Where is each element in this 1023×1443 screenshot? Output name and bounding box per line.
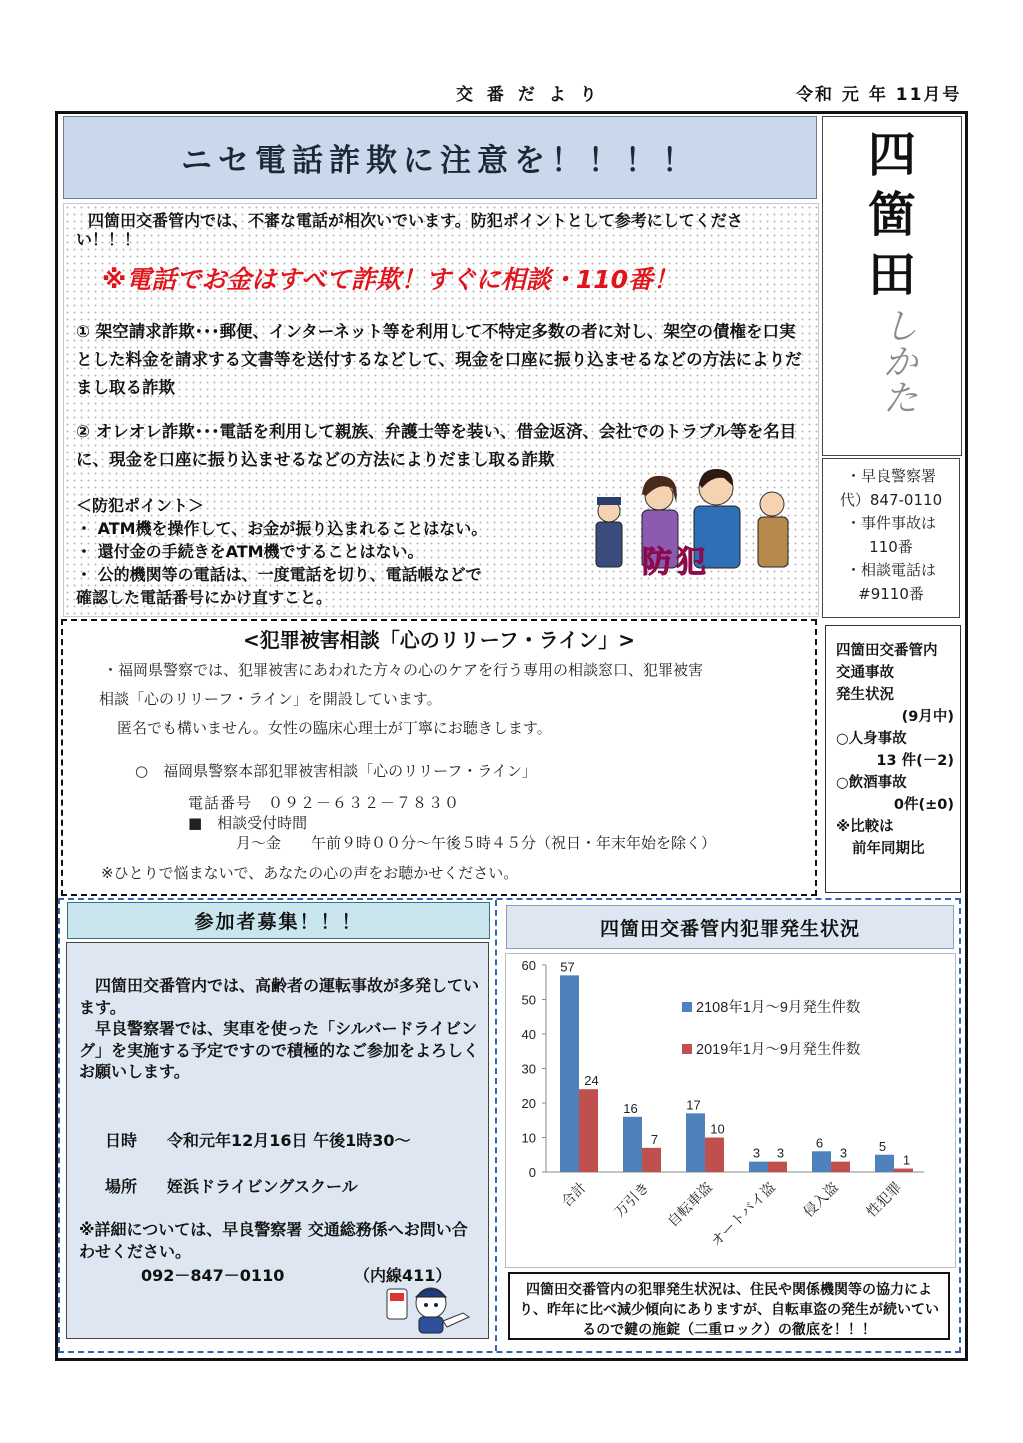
y-tick-label: 20: [521, 1096, 536, 1111]
side-title-reading: しかた: [877, 307, 918, 415]
lower-divider: [495, 900, 497, 1351]
y-tick-label: 10: [521, 1130, 536, 1146]
data-label: 10: [710, 1121, 725, 1137]
y-tick-label: 50: [521, 992, 536, 1008]
recruit-extension: （内線411）: [354, 1266, 452, 1285]
bar-series-2018: [875, 1155, 894, 1172]
y-tick-label: 30: [521, 1061, 536, 1077]
side-title-char: 箇: [867, 187, 916, 243]
counsel-heading: <犯罪被害相談「心のリリーフ・ライン」>: [243, 628, 635, 652]
crime-chart-container: [505, 953, 956, 1268]
side-title-char: 田: [867, 247, 916, 303]
info-line: ・早良警察署: [845, 467, 936, 485]
counsel-hours: 月～金 午前９時００分～午後５時４５分（祝日・年末年始を除く）: [236, 834, 717, 852]
counsel-office: ○ 福岡県警察本部犯罪被害相談「心のリリーフ・ライン」: [135, 762, 537, 780]
x-tick-label: 自転車盗: [664, 1178, 716, 1230]
counsel-line: ・福岡県警察では、犯罪被害にあわれた方々の心のケアを行う専用の相談窓口、犯罪被害: [103, 661, 704, 679]
intro-text: 四箇田交番管内では、不審な電話が相次いでいます。防犯ポイントとして参考にしてください！！！: [76, 211, 743, 249]
data-label: 3: [752, 1145, 761, 1161]
fraud-type-2: ② オレオレ詐欺･･･電話を利用して親族、弁護士等を装い、借金返済、会社でのトラブル等を名目に、現金を口座に振り込ませるなどの方法によりだまし取る詐欺: [76, 422, 797, 469]
recruit-panel: [66, 942, 489, 1339]
x-tick-label: 侵入盗: [800, 1178, 842, 1220]
data-label: 57: [560, 959, 575, 975]
data-label: 6: [815, 1135, 824, 1151]
data-label: 24: [584, 1073, 599, 1089]
info-line: ・事件事故は: [845, 514, 936, 532]
bar-series-2019: [642, 1148, 661, 1172]
recruit-body-2: 早良警察署では、実車を使った「シルバードライビング」を実施する予定ですので積極的なご参加をよろしくお願いします。: [79, 1019, 480, 1081]
event-date-label: 日時: [105, 1131, 138, 1150]
data-label: 16: [623, 1100, 638, 1116]
crime-chart: [506, 954, 955, 1267]
tips-heading: ＜防犯ポイント＞: [76, 496, 205, 515]
event-place-label: 場所: [105, 1177, 138, 1196]
traffic-line: ○飲酒事故: [836, 775, 907, 791]
info-line: ・相談電話は: [845, 561, 936, 579]
traffic-line: (9月中): [901, 709, 954, 725]
x-tick-label: 合計: [558, 1178, 590, 1210]
bar-series-2019: [579, 1089, 598, 1172]
legend-swatch: [682, 1002, 692, 1012]
traffic-line: 発生状況: [836, 687, 894, 703]
bar-series-2019: [705, 1138, 724, 1173]
counsel-line: 匿名でも構いません。女性の臨床心理士が丁寧にお聴きします。: [117, 719, 552, 737]
counsel-closing: ※ひとりで悩まないで、あなたの心の声をお聴かせください。: [101, 864, 519, 882]
bar-series-2018: [623, 1117, 642, 1172]
y-tick-label: 60: [521, 958, 536, 973]
side-title-box: [822, 116, 962, 456]
data-label: 17: [686, 1097, 701, 1113]
counsel-line: 相談「心のリリーフ・ライン」を開設しています。: [99, 690, 442, 708]
traffic-line: 前年同期比: [852, 841, 925, 857]
x-tick-label: 万引き: [611, 1178, 653, 1220]
prevention-tips: [76, 494, 596, 609]
bar-series-2018: [749, 1162, 768, 1172]
data-label: 3: [776, 1145, 785, 1161]
issue-date: 令和 元 年 11月号: [796, 85, 962, 105]
bar-series-2018: [560, 975, 579, 1172]
tip-item: ・ ATM機を操作して、お金が振り込まれることはない。: [76, 519, 488, 538]
traffic-line: ※比較は: [836, 819, 894, 835]
bar-series-2019: [831, 1162, 850, 1172]
tip-item: ・ 公的機関等の電話は、一度電話を切り、電話帳などで: [76, 565, 482, 584]
bar-series-2018: [812, 1151, 831, 1172]
police-mascot-illustration: [385, 1283, 475, 1335]
data-label: 1: [902, 1152, 911, 1168]
legend-label: 2108年1月～9月発生件数: [696, 1000, 861, 1016]
chart-title: 四箇田交番管内犯罪発生状況: [506, 905, 954, 949]
crime-note: 四箇田交番管内の犯罪発生状況は、住民や関係機関等の協力により、昨年に比べ減少傾向にありますが、自転車盗の発生が続いているので鍵の施錠（二重ロック）の徹底を！！！: [508, 1272, 950, 1340]
bar-series-2019: [768, 1162, 787, 1172]
tip-item: ・ 還付金の手続きをATM機ですることはない。: [76, 542, 424, 561]
newsletter-name: 交 番 だ よ り: [456, 85, 601, 105]
event-date: 令和元年12月16日 午後1時30～: [167, 1131, 411, 1150]
x-tick-label: オートバイ盗: [707, 1178, 779, 1250]
fraud-section: [63, 203, 819, 617]
traffic-line: 0件(±0): [893, 797, 954, 813]
bar-series-2019: [894, 1169, 913, 1172]
legend-swatch: [682, 1044, 692, 1054]
contact-info-box: [822, 458, 960, 618]
legend-label: 2019年1月～9月発生件数: [696, 1042, 861, 1058]
y-tick-label: 40: [521, 1027, 536, 1042]
data-label: 7: [650, 1131, 659, 1147]
counsel-phone: 電話番号 ０９２－６３２－７８３０: [188, 794, 461, 812]
recruit-phone: 092－847－0110: [141, 1266, 285, 1285]
traffic-line: ○人身事故: [836, 731, 907, 747]
traffic-accident-box: [825, 625, 961, 893]
warning-headline: ※電話でお金はすべて詐欺！すぐに相談・110番！: [102, 265, 678, 294]
info-line: 110番: [869, 537, 913, 556]
crime-prevention-stamp: 防犯: [642, 545, 710, 580]
recruit-body-1: 四箇田交番管内では、高齢者の運転事故が多発しています。: [79, 976, 480, 1017]
traffic-line: 交通事故: [836, 665, 894, 681]
fraud-type-1: ① 架空請求詐欺･･･郵便、インターネット等を利用して不特定多数の者に対し、架空の債権を口実とした料金を請求する文書等を送付するなどして、現金を口座に振り込ませるなどの方法によりだまし取る詐欺: [76, 322, 802, 397]
info-line: 代）847-0110: [839, 490, 943, 509]
counsel-hours-label: ■ 相談受付時間: [188, 814, 308, 832]
recruit-contact: ※詳細については、早良警察署 交通総務係へお問い合わせください。: [79, 1220, 468, 1261]
traffic-line: 13 件(－2): [876, 753, 954, 769]
side-title-char: 四: [867, 127, 916, 183]
counsel-section: [61, 619, 817, 896]
data-label: 5: [878, 1138, 887, 1154]
tip-item: 確認した電話番号にかけ直すこと。: [76, 588, 333, 607]
data-label: 3: [839, 1145, 848, 1161]
info-line: #9110番: [858, 584, 924, 603]
x-tick-label: 性犯罪: [863, 1178, 905, 1220]
event-place: 姪浜ドライビングスクール: [167, 1177, 358, 1196]
traffic-line: 四箇田交番管内: [836, 643, 938, 659]
y-tick-label: 0: [528, 1165, 536, 1180]
main-title: ニセ電話詐欺に注意を！！！！: [63, 116, 817, 199]
recruit-heading: 参加者募集！！！: [67, 902, 490, 939]
bar-series-2018: [686, 1113, 705, 1172]
